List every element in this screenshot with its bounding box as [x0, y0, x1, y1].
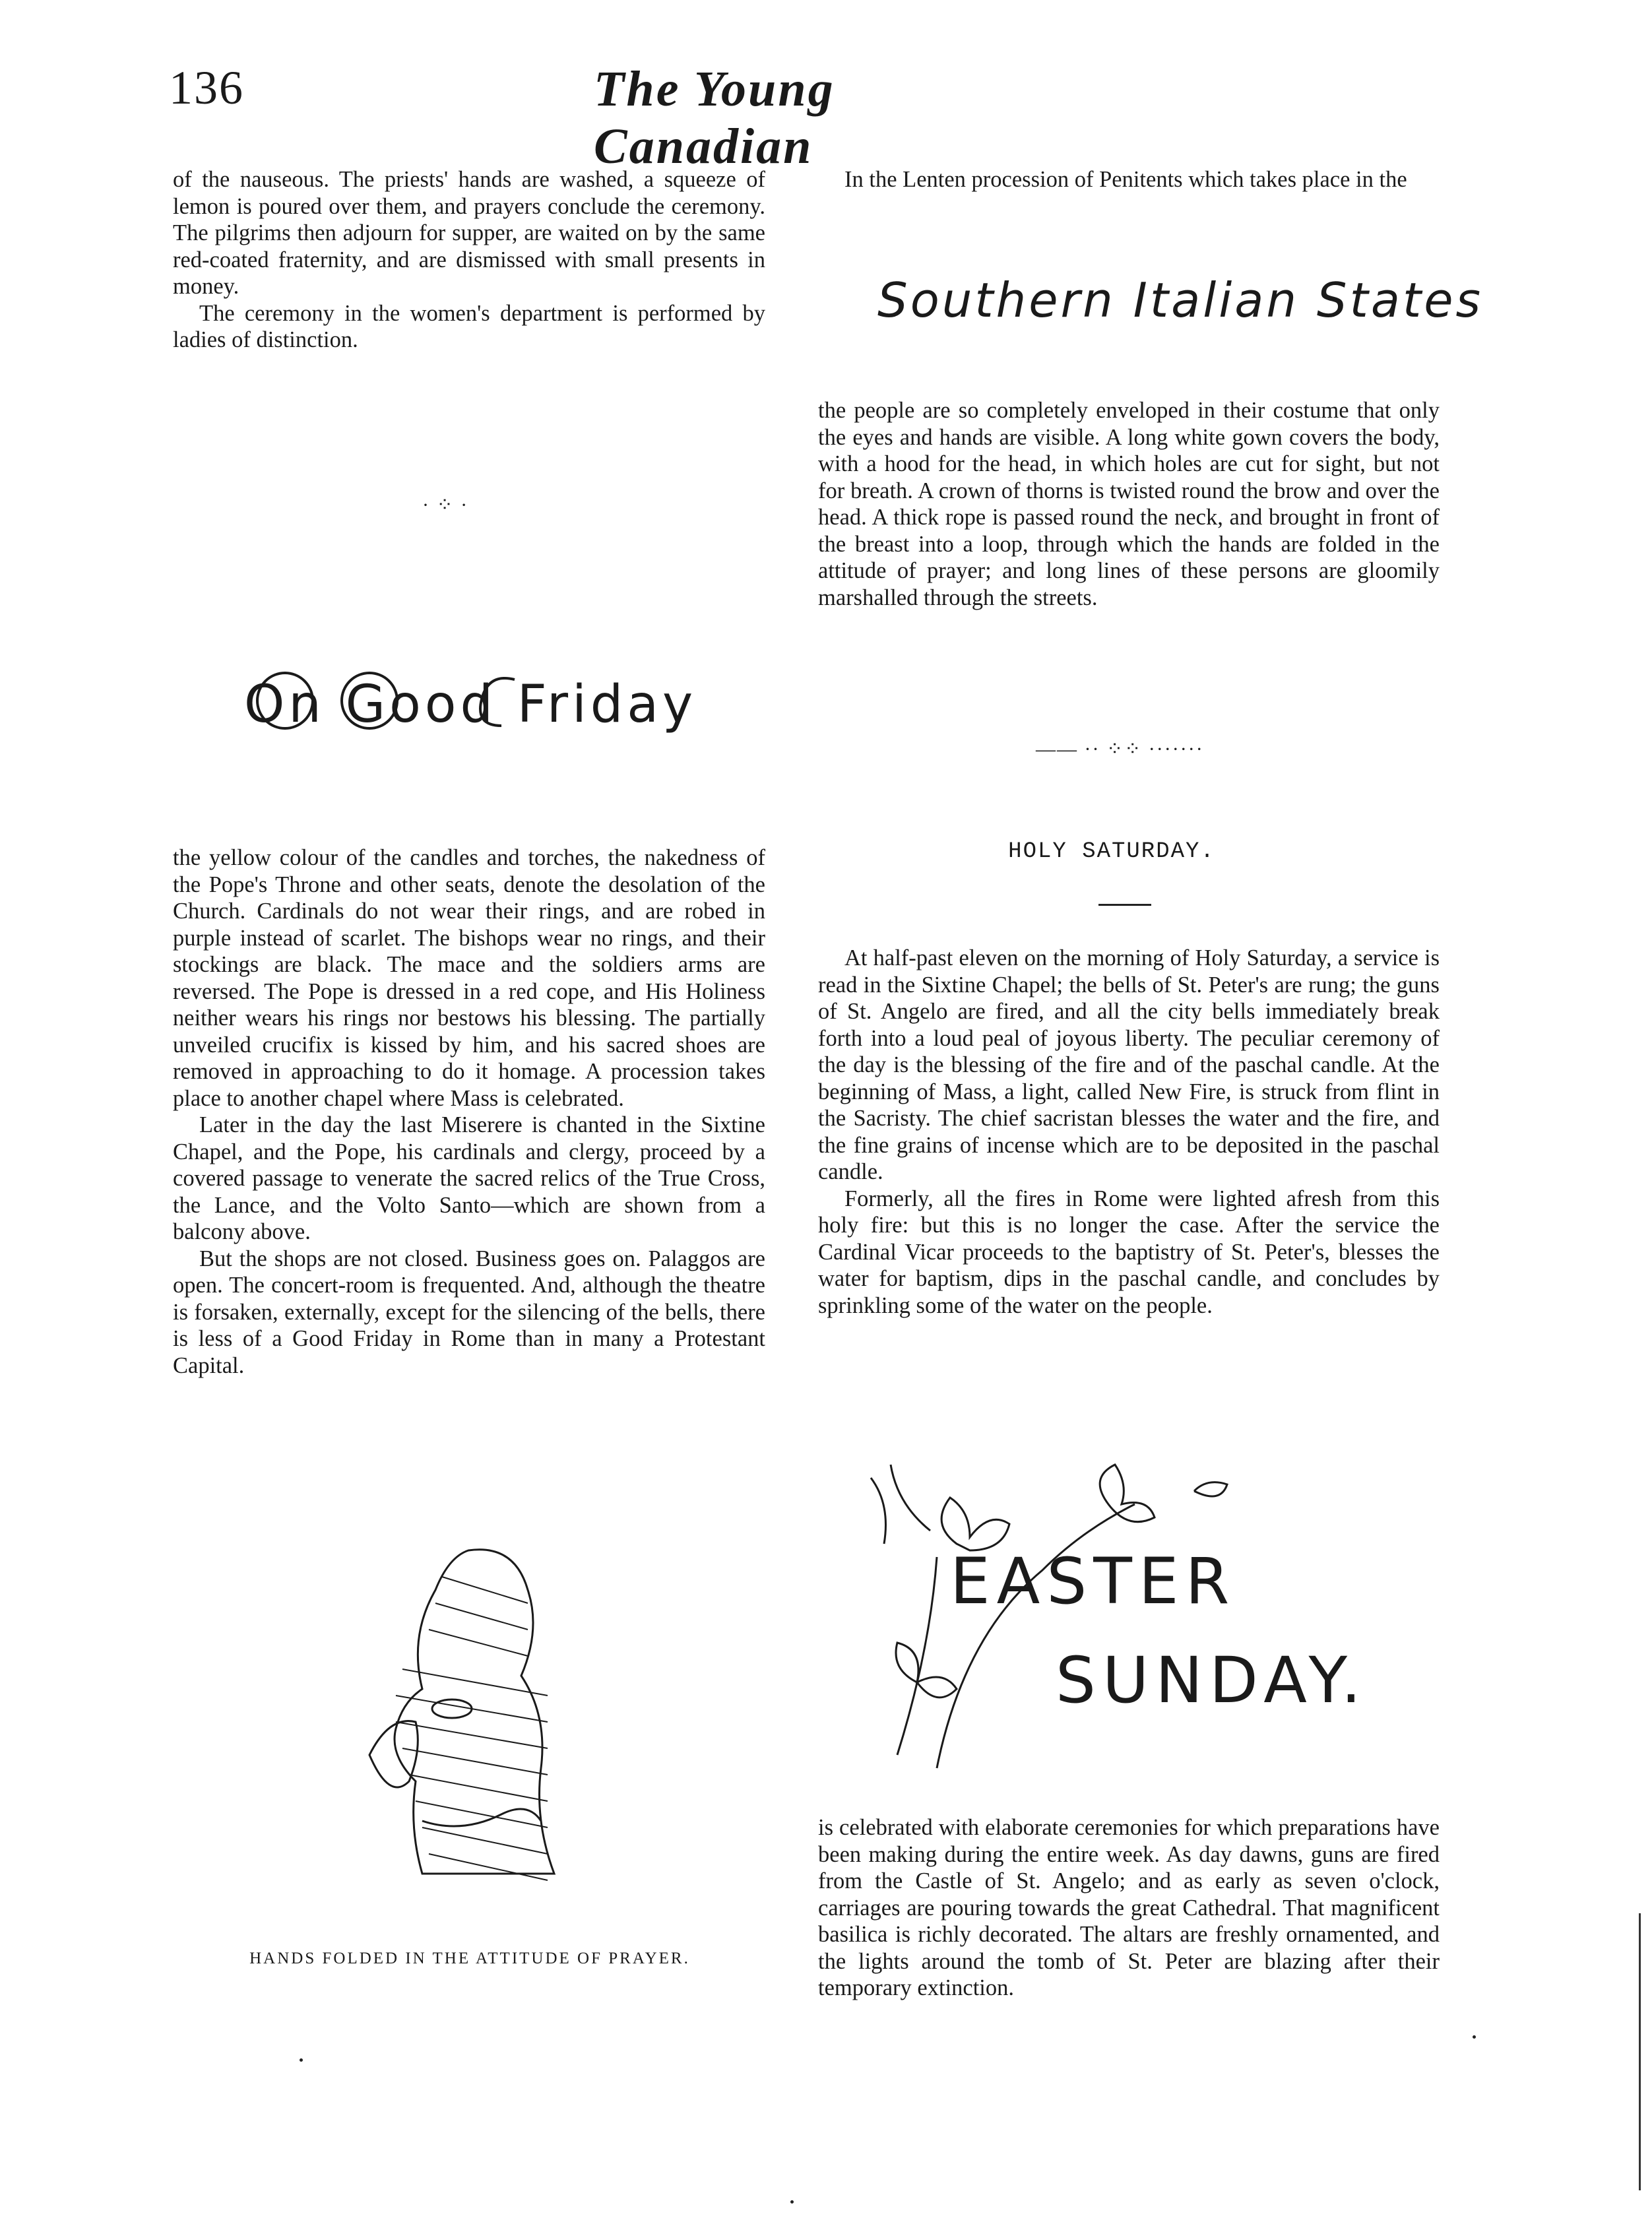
scan-edge-line: [1639, 1913, 1641, 2190]
southern-italian-states-text: Southern Italian States: [877, 272, 1483, 328]
good-friday-heading-text: On Good Friday: [244, 675, 697, 734]
holy-saturday-text: [818, 945, 1440, 1319]
paragraph: At half-past eleven on the morning of Holy Saturday, a service is read in the Sixtine Chapel; the bells of St. Peter's are rung; the guns of St. Angelo are fired, and all the city bells immediately break forth into a loud peal of joyous liberty. The peculiar ceremony of the day is the blessing of the fire and of the paschal candle. At the beginning of Mass, a light, called New Fire, is struck from flint in the Sacristy. The chief sacristan blesses the water and the fire, and the fine grains of incense which are to be deposited in the paschal candle.: [818, 945, 1440, 1184]
southern-italian-states-heading: [877, 264, 1483, 343]
paragraph: The ceremony in the women's department is performed by ladies of distinction.: [173, 300, 765, 352]
ornament-divider: —— ·· ⁘⁘ ·······: [1036, 738, 1204, 760]
scan-speck: [300, 2058, 303, 2062]
paragraph: of the nauseous. The priests' hands are washed, a squeeze of lemon is poured over them, and prayers conclude the ceremony. The pilgrims then adjourn for supper, are waited on by the same red-coated fraternity, and are dismissed with small presents in money.: [173, 167, 765, 299]
scan-speck: [790, 2200, 794, 2204]
paragraph: Later in the day the last Miserere is chanted in the Sixtine Chapel, and the Pope, his cardinals and clergy, proceed by a covered passage to venerate the sacred relics of the True Cross, the Lance, and the Volto Santo—which are shown from a balcony above.: [173, 1112, 765, 1244]
short-rule: [1098, 904, 1151, 906]
good-friday-heading: [244, 653, 719, 772]
paragraph: In the Lenten procession of Penitents which takes place in the: [844, 167, 1407, 192]
right-intro-text: [818, 166, 1440, 193]
paragraph: Formerly, all the fires in Rome were lighted afresh from this holy fire: but this is no longer the case. After the service the Cardinal Vicar proceeds to the baptistry of St. Peter's, blesses the water for baptism, dips in the paschal candle, and concludes by sprinkling some of the water on the people.: [818, 1186, 1440, 1318]
left-top-text: [173, 166, 765, 354]
easter-heading-line1: EASTER: [950, 1544, 1236, 1618]
paragraph: the people are so completely enveloped in their costume that only the eyes and hands are visible. A long white gown covers the body, with a hood for the head, in which holes are cut for sight, but not for breath. A crown of thorns is twisted round the brow and over the head. A thick rope is passed round the neck, and brought in front of the breast into a loop, through which the hands are folded in the attitude of prayer; and long lines of these persons are gloomily marshalled through the streets.: [818, 398, 1440, 610]
easter-sunday-text: [818, 1814, 1440, 2002]
scan-speck: [1473, 2035, 1476, 2039]
good-friday-text: [173, 844, 765, 1379]
penitents-text: [818, 397, 1440, 611]
holy-saturday-title: HOLY SATURDAY.: [1008, 839, 1215, 864]
paragraph: the yellow colour of the candles and torches, the nakedness of the Pope's Throne and other seats, denote the desolation of the Church. Cardinals do not wear their rings, and are robed in purple instead of scarlet. The bishops wear no rings, and their stockings are black. The mace and the soldiers arms are reversed. The Pope is dressed in a red cope, and His Holiness neither wears his rings nor bestows his blessing. The partially unveiled crucifix is kissed by him, and his sacred shoes are removed in approaching to do it homage. A procession takes place to another chapel where Mass is celebrated.: [173, 845, 765, 1111]
page-number: 136: [169, 61, 244, 114]
journal-title: The Young Canadian: [594, 61, 835, 174]
paragraph: But the shops are not closed. Business goes on. Palaggos are open. The concert-room is frequented. And, although the theatre is forsaken, externally, except for the silencing of the bells, there is less of a Good Friday in Rome than in many a Protestant Capital.: [173, 1246, 765, 1378]
easter-sunday-heading: [858, 1465, 1425, 1781]
prayer-illustration: [343, 1537, 607, 1920]
ornament-divider: · ⁘ ·: [422, 494, 469, 516]
easter-heading-line2: SUNDAY.: [1056, 1643, 1368, 1717]
illustration-caption: HANDS FOLDED IN THE ATTITUDE OF PRAYER.: [249, 1950, 690, 1967]
paragraph: is celebrated with elaborate ceremonies for which preparations have been making during the entire week. As day dawns, guns are fired from the Castle of St. Angelo; and as early as seven o'clock, carriages are pouring towards the great Cathedral. That magnificent basilica is richly decorated. The altars are freshly ornamented, and the lights around the tomb of St. Peter are blazing after their temporary extinction.: [818, 1815, 1440, 2000]
